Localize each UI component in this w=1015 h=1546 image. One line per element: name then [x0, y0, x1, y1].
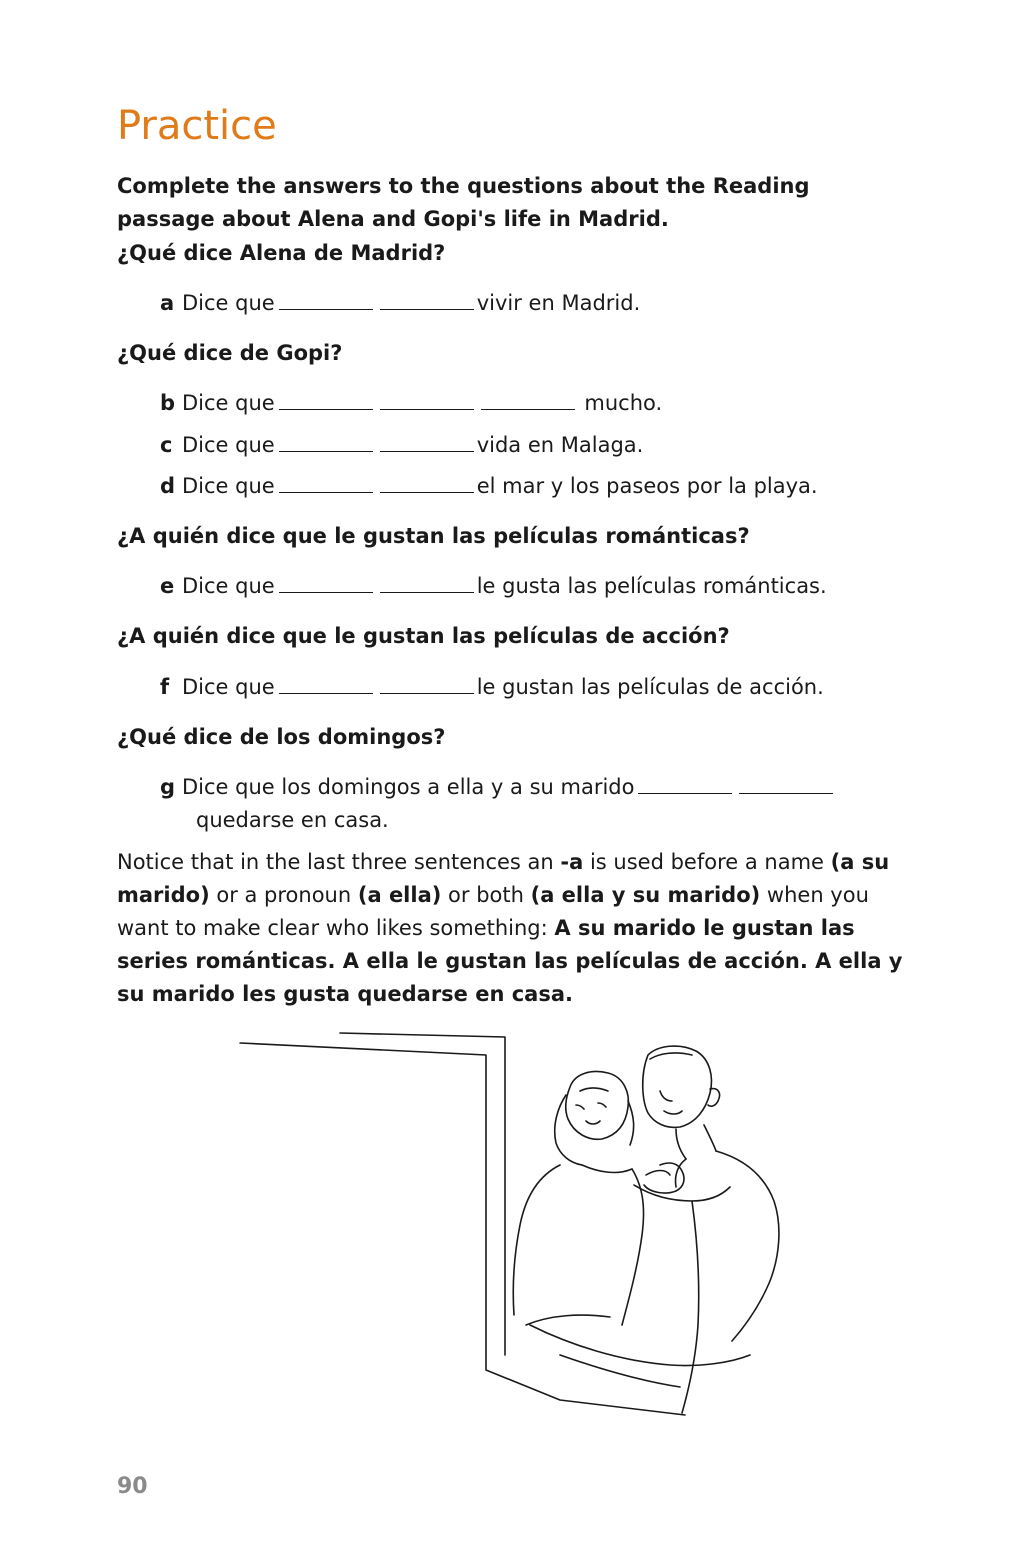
- item-suffix: el mar y los paseos por la playa.: [476, 474, 818, 498]
- item-prefix: Dice que los domingos a ella y a su marido: [182, 775, 635, 799]
- item-prefix: Dice que: [182, 391, 275, 415]
- notice-text: when you want to make clear who likes something:: [117, 883, 869, 940]
- item-prefix: Dice que: [182, 433, 275, 457]
- answer-blank[interactable]: [380, 431, 474, 452]
- item-prefix: Dice que: [182, 474, 275, 498]
- notice-example-sentences: A su marido le gustan las series románticas. A ella le gustan las películas de acción. A ella y su marido les gusta quedarse en casa.: [117, 916, 903, 1006]
- notice-bold: -a: [560, 850, 584, 874]
- answer-blank[interactable]: [279, 472, 373, 493]
- item-suffix: le gustan las películas de acción.: [476, 675, 824, 699]
- question-5: ¿Qué dice de los domingos?: [117, 725, 446, 749]
- answer-blank[interactable]: [481, 389, 575, 410]
- answer-blank[interactable]: [279, 389, 373, 410]
- exercise-item-g: [160, 771, 836, 804]
- answer-blank[interactable]: [380, 389, 474, 410]
- answer-blank[interactable]: [380, 572, 474, 593]
- item-letter: b: [160, 391, 176, 415]
- answer-blank[interactable]: [279, 572, 373, 593]
- notice-bold: (a ella y su marido): [530, 883, 761, 907]
- exercise-item-f: [160, 671, 824, 704]
- question-2: ¿Qué dice de Gopi?: [117, 341, 343, 365]
- exercise-item-d: [160, 470, 818, 503]
- item-letter: d: [160, 474, 176, 498]
- notice-text: or both: [441, 883, 531, 907]
- question-4: ¿A quién dice que le gustan las películas de acción?: [117, 624, 730, 648]
- notice-text: is used before a name: [583, 850, 831, 874]
- notice-text: Notice that in the last three sentences an: [117, 850, 561, 874]
- item-prefix: Dice que: [182, 574, 275, 598]
- answer-blank[interactable]: [739, 773, 833, 794]
- exercise-item-c: [160, 429, 643, 462]
- answer-blank[interactable]: [279, 673, 373, 694]
- exercise-item-g-continuation: quedarse en casa.: [196, 808, 389, 832]
- item-suffix: vivir en Madrid.: [476, 291, 641, 315]
- answer-blank[interactable]: [380, 673, 474, 694]
- answer-blank[interactable]: [279, 289, 373, 310]
- answer-blank[interactable]: [279, 431, 373, 452]
- item-letter: c: [160, 433, 173, 457]
- instructions: Complete the answers to the questions about the Reading passage about Alena and Gopi's life in Madrid.: [117, 174, 810, 231]
- answer-blank[interactable]: [380, 472, 474, 493]
- item-suffix: vida en Malaga.: [476, 433, 644, 457]
- item-prefix: Dice que: [182, 675, 275, 699]
- page-number: 90: [117, 1474, 148, 1499]
- notice-text: or a pronoun: [209, 883, 358, 907]
- question-1: ¿Qué dice Alena de Madrid?: [117, 241, 446, 265]
- item-suffix: mucho.: [584, 391, 663, 415]
- notice-bold: (a ella): [357, 883, 442, 907]
- answer-blank[interactable]: [380, 289, 474, 310]
- answer-blank[interactable]: [638, 773, 732, 794]
- item-prefix: Dice que: [182, 291, 275, 315]
- couple-watching-tv-illustration: [230, 1025, 790, 1425]
- notice-bold: (a su marido): [117, 850, 890, 907]
- item-suffix: le gusta las películas románticas.: [476, 574, 827, 598]
- item-letter: f: [160, 675, 170, 699]
- exercise-item-a: [160, 287, 640, 320]
- exercise-item-e: [160, 570, 827, 603]
- exercise-item-b: [160, 387, 662, 420]
- item-letter: e: [160, 574, 175, 598]
- notice-paragraph: [117, 846, 917, 1011]
- page-title: Practice: [117, 103, 277, 149]
- item-letter: g: [160, 775, 176, 799]
- question-3: ¿A quién dice que le gustan las películas románticas?: [117, 524, 750, 548]
- item-letter: a: [160, 291, 175, 315]
